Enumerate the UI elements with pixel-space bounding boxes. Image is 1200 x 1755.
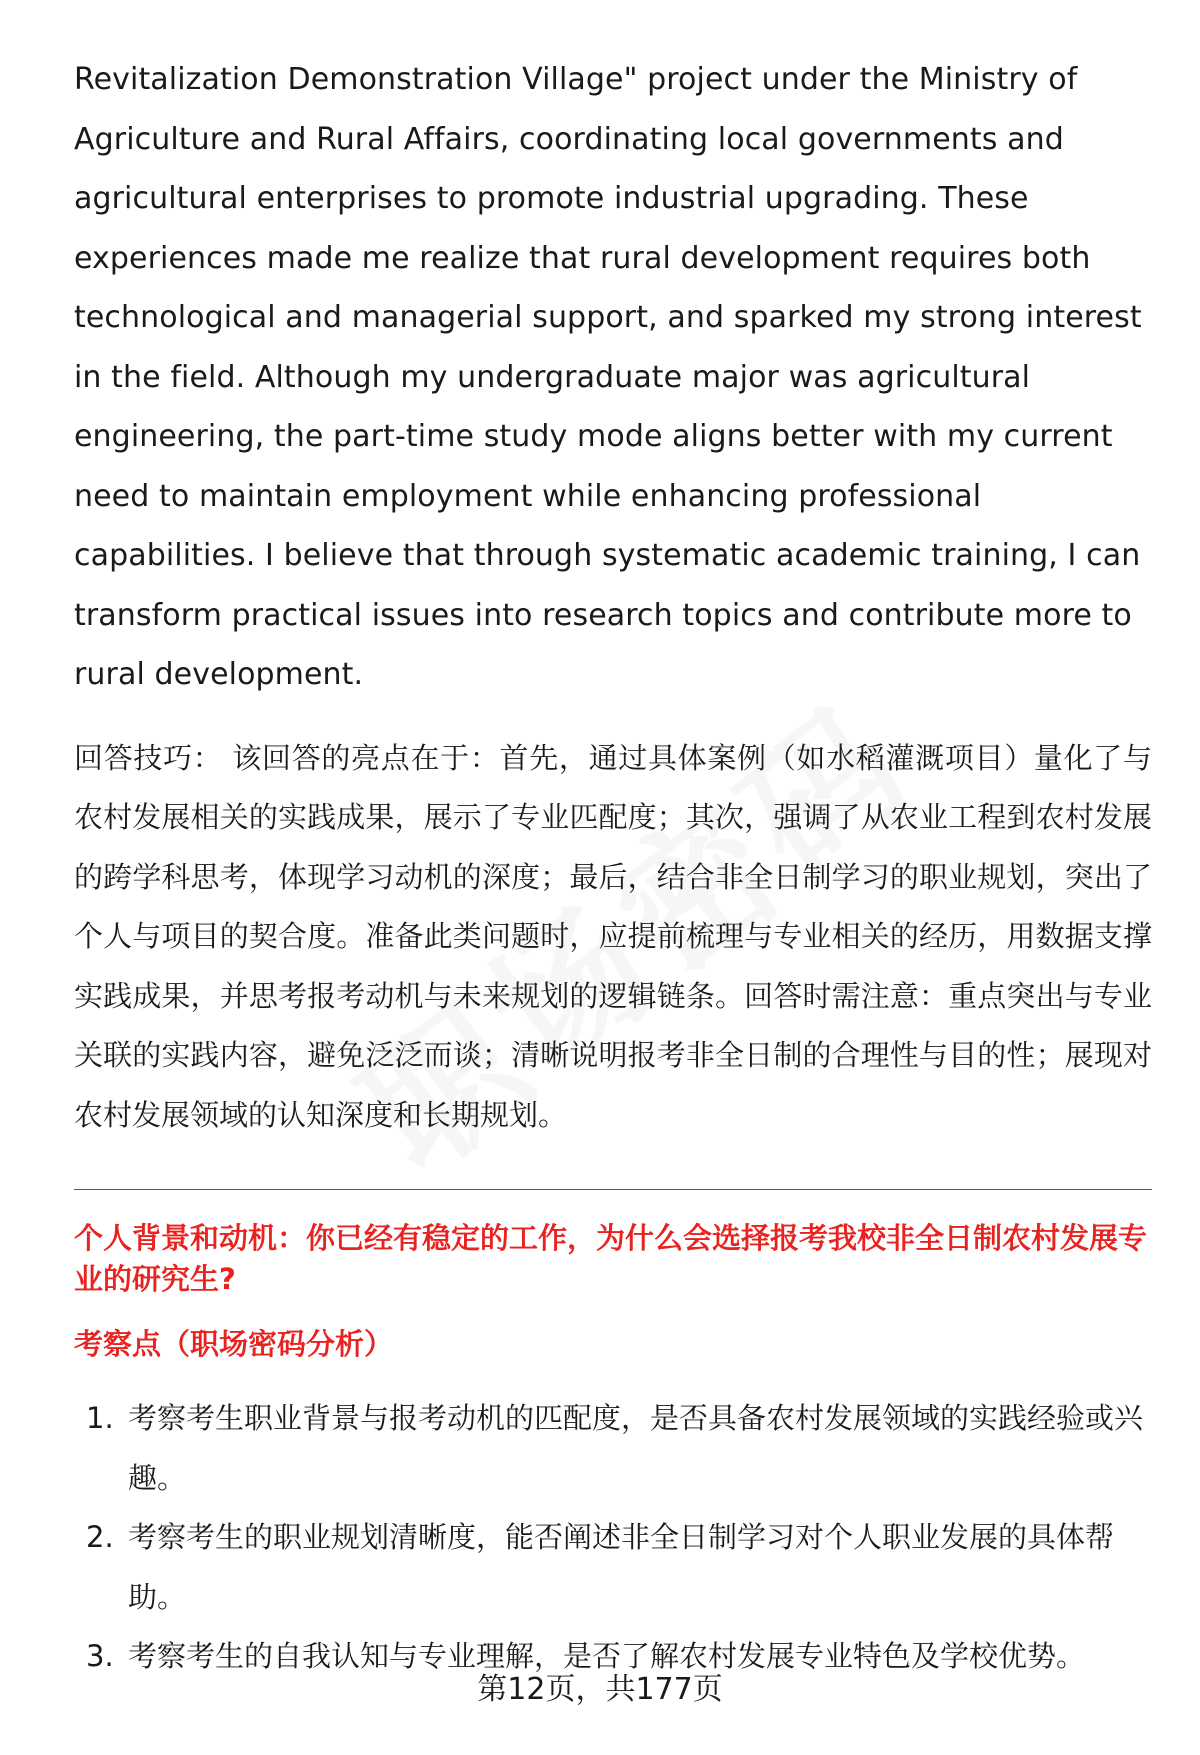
- question-heading: 个人背景和动机：你已经有稳定的工作，为什么会选择报考我校非全日制农村发展专业的研究生?: [74, 1221, 1148, 1296]
- analysis-heading: 考察点（职场密码分析）: [74, 1327, 394, 1361]
- list-item: [74, 1508, 1152, 1627]
- answer-tips-text: 该回答的亮点在于：首先，通过具体案例（如水稻灌溉项目）量化了与农村发展相关的实践成果，展示了专业匹配度；其次，强调了从农业工程到农村发展的跨学科思考，体现学习动机的深度；最后，结合非全日制学习的职业规划，突出了个人与项目的契合度。准备此类问题时，应提前梳理与专业相关的经历，用数据支撑实践成果，并思考报考动机与未来规划的逻辑链条。回答时需注意：重点突出与专业关联的实践内容，避免泛泛而谈；清晰说明报考非全日制的合理性与目的性；展现对农村发展领域的认知深度和长期规划。: [74, 740, 1152, 1132]
- list-item-number: 3.: [86, 1639, 114, 1673]
- page-footer: 第12页，共177页: [477, 1672, 723, 1707]
- list-item-text: 考察考生的自我认知与专业理解，是否了解农村发展专业特色及学校优势。: [128, 1639, 1086, 1673]
- document-page: [74, 50, 1152, 1687]
- list-item-text: 考察考生职业背景与报考动机的匹配度，是否具备农村发展领域的实践经验或兴趣。: [128, 1401, 1144, 1495]
- answer-tips-paragraph: [74, 729, 1152, 1146]
- list-item-text: 考察考生的职业规划清晰度，能否阐述非全日制学习对个人职业发展的具体帮助。: [128, 1520, 1115, 1614]
- list-item-number: 1.: [86, 1401, 114, 1435]
- section-divider: [74, 1189, 1152, 1190]
- english-answer-paragraph: Revitalization Demonstration Village" project under the Ministry of Agriculture and Rural Affairs, coordinating local governments and agricultural enterprises to promote industrial upgrading. These experiences made me realize that rural development requires both technological and managerial support, and sparked my strong interest in the field. Although my undergraduate major was agricultural engineering, the part-time study mode aligns better with my current need to maintain employment while enhancing professional capabilities. I believe that through systematic academic training, I can transform practical issues into research topics and contribute more to rural development.: [74, 62, 1142, 692]
- list-item: [74, 1389, 1152, 1508]
- answer-tips-label: 回答技巧：: [74, 740, 223, 775]
- analysis-points-list: [74, 1389, 1152, 1687]
- list-item-number: 2.: [86, 1520, 114, 1554]
